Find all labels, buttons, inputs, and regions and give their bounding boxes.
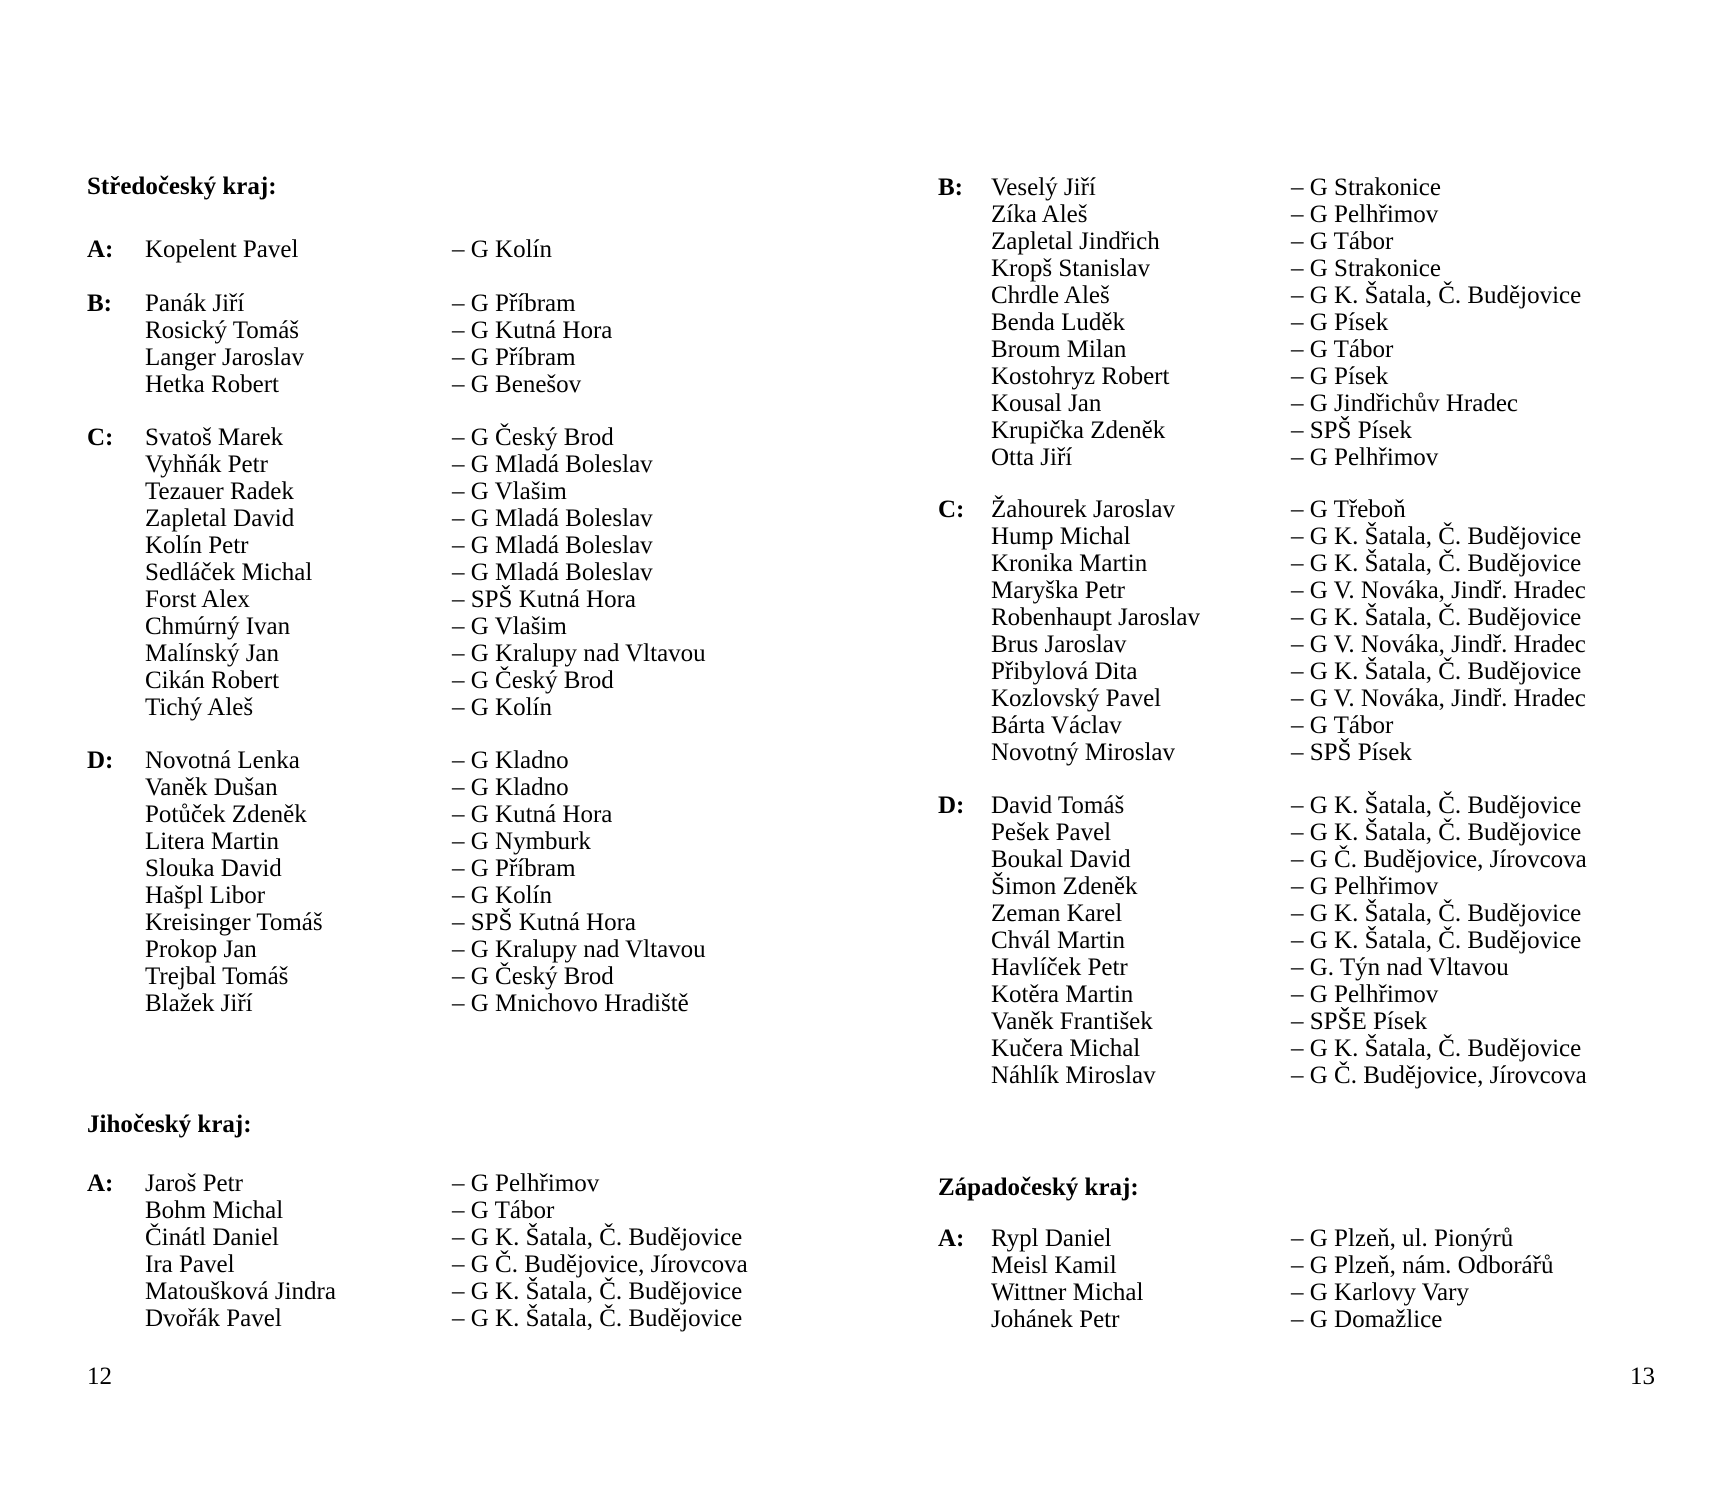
school-name: – G Tábor	[452, 1197, 555, 1224]
school-name: – SPŠ Kutná Hora	[452, 909, 637, 936]
school-name: – G Domažlice	[1291, 1306, 1443, 1333]
student-name: Zíka Aleš	[991, 201, 1088, 228]
student-name: Kronika Martin	[991, 550, 1148, 577]
student-name: Kotěra Martin	[991, 981, 1134, 1008]
student-name: Kostohryz Robert	[991, 363, 1170, 390]
school-name: – G Tábor	[1291, 228, 1394, 255]
student-name: Hetka Robert	[145, 371, 279, 398]
school-name: – G V. Nováka, Jindř. Hradec	[1291, 631, 1586, 658]
school-name: – G K. Šatala, Č. Budějovice	[1291, 792, 1582, 819]
school-name: – G V. Nováka, Jindř. Hradec	[1291, 577, 1586, 604]
school-name: – G Č. Budějovice, Jírovcova	[452, 1251, 748, 1278]
school-name: – G K. Šatala, Č. Budějovice	[452, 1305, 743, 1332]
student-name: Wittner Michal	[991, 1279, 1144, 1306]
school-name: – G K. Šatala, Č. Budějovice	[1291, 1035, 1582, 1062]
region-heading: Středočeský kraj:	[87, 173, 277, 200]
student-name: Blažek Jiří	[145, 990, 253, 1017]
student-name: Meisl Kamil	[991, 1252, 1117, 1279]
student-name: Přibylová Dita	[991, 658, 1138, 685]
school-name: – G Český Brod	[452, 667, 614, 694]
category-label: B:	[87, 290, 112, 317]
student-name: Zapletal Jindřich	[991, 228, 1160, 255]
student-name: Hump Michal	[991, 523, 1131, 550]
school-name: – SPŠ Písek	[1291, 417, 1412, 444]
school-name: – G Pelhřimov	[1291, 873, 1439, 900]
school-name: – G Mladá Boleslav	[452, 505, 653, 532]
student-name: Novotný Miroslav	[991, 739, 1176, 766]
school-name: – G Jindřichův Hradec	[1291, 390, 1519, 417]
category-label: C:	[87, 424, 114, 451]
school-name: – G Příbram	[452, 855, 576, 882]
student-name: Kopelent Pavel	[145, 236, 299, 263]
school-name: – G Příbram	[452, 290, 576, 317]
school-name: – G Č. Budějovice, Jírovcova	[1291, 846, 1587, 873]
school-name: – G V. Nováka, Jindř. Hradec	[1291, 685, 1586, 712]
student-name: Kreisinger Tomáš	[145, 909, 323, 936]
student-name: Šimon Zdeněk	[991, 873, 1138, 900]
school-name: – G Mladá Boleslav	[452, 451, 653, 478]
category-label: D:	[938, 792, 965, 819]
page-number: 13	[1630, 1363, 1655, 1390]
school-name: – G Kolín	[452, 694, 552, 721]
student-name: Vyhňák Petr	[145, 451, 268, 478]
student-name: Náhlík Miroslav	[991, 1062, 1156, 1089]
student-name: Sedláček Michal	[145, 559, 313, 586]
school-name: – G Český Brod	[452, 963, 614, 990]
school-name: – G Tábor	[1291, 712, 1394, 739]
student-name: Veselý Jiří	[991, 174, 1096, 201]
student-name: Havlíček Petr	[991, 954, 1128, 981]
school-name: – G Pelhřimov	[1291, 444, 1439, 471]
student-name: Novotná Lenka	[145, 747, 300, 774]
student-name: Tezauer Radek	[145, 478, 294, 505]
school-name: – G K. Šatala, Č. Budějovice	[1291, 819, 1582, 846]
student-name: Robenhaupt Jaroslav	[991, 604, 1200, 631]
student-name: Kolín Petr	[145, 532, 249, 559]
student-name: Boukal David	[991, 846, 1131, 873]
student-name: Litera Martin	[145, 828, 279, 855]
student-name: Chmúrný Ivan	[145, 613, 291, 640]
student-name: Kousal Jan	[991, 390, 1102, 417]
student-name: Činátl Daniel	[145, 1224, 279, 1251]
student-name: David Tomáš	[991, 792, 1125, 819]
school-name: – G Mladá Boleslav	[452, 559, 653, 586]
school-name: – G Pelhřimov	[1291, 981, 1439, 1008]
student-name: Hašpl Libor	[145, 882, 266, 909]
school-name: – G Nymburk	[452, 828, 591, 855]
school-name: – SPŠ Kutná Hora	[452, 586, 637, 613]
school-name: – G Plzeň, ul. Pionýrů	[1291, 1225, 1514, 1252]
student-name: Zeman Karel	[991, 900, 1123, 927]
school-name: – G Plzeň, nám. Odborářů	[1291, 1252, 1554, 1279]
category-label: D:	[87, 747, 114, 774]
student-name: Slouka David	[145, 855, 282, 882]
student-name: Tichý Aleš	[145, 694, 254, 721]
school-name: – G Mladá Boleslav	[452, 532, 653, 559]
school-name: – G Český Brod	[452, 424, 614, 451]
student-name: Potůček Zdeněk	[145, 801, 307, 828]
student-name: Krupička Zdeněk	[991, 417, 1166, 444]
category-label: A:	[87, 236, 114, 263]
student-name: Vaněk František	[991, 1008, 1153, 1035]
school-name: – G K. Šatala, Č. Budějovice	[1291, 658, 1582, 685]
student-name: Pešek Pavel	[991, 819, 1112, 846]
school-name: – G Vlašim	[452, 478, 567, 505]
student-name: Bohm Michal	[145, 1197, 284, 1224]
student-name: Rypl Daniel	[991, 1225, 1112, 1252]
school-name: – G Pelhřimov	[1291, 201, 1439, 228]
student-name: Chrdle Aleš	[991, 282, 1110, 309]
school-name: – G K. Šatala, Č. Budějovice	[452, 1224, 743, 1251]
student-name: Ira Pavel	[145, 1251, 235, 1278]
school-name: – G Vlašim	[452, 613, 567, 640]
category-label: A:	[938, 1225, 965, 1252]
student-name: Brus Jaroslav	[991, 631, 1127, 658]
school-name: – G Kutná Hora	[452, 317, 613, 344]
school-name: – G Benešov	[452, 371, 582, 398]
school-name: – G Kolín	[452, 236, 552, 263]
school-name: – G Kladno	[452, 747, 569, 774]
school-name: – G. Týn nad Vltavou	[1291, 954, 1509, 981]
school-name: – G Kolín	[452, 882, 552, 909]
right-page	[859, 0, 1718, 1500]
student-name: Matoušková Jindra	[145, 1278, 336, 1305]
student-name: Jaroš Petr	[145, 1170, 243, 1197]
school-name: – SPŠE Písek	[1291, 1008, 1428, 1035]
school-name: – G K. Šatala, Č. Budějovice	[452, 1278, 743, 1305]
student-name: Svatoš Marek	[145, 424, 284, 451]
school-name: – G Kralupy nad Vltavou	[452, 936, 706, 963]
school-name: – G K. Šatala, Č. Budějovice	[1291, 282, 1582, 309]
student-name: Kropš Stanislav	[991, 255, 1151, 282]
student-name: Maryška Petr	[991, 577, 1125, 604]
student-name: Prokop Jan	[145, 936, 257, 963]
school-name: – G Č. Budějovice, Jírovcova	[1291, 1062, 1587, 1089]
school-name: – G K. Šatala, Č. Budějovice	[1291, 604, 1582, 631]
school-name: – SPŠ Písek	[1291, 739, 1412, 766]
school-name: – G Kutná Hora	[452, 801, 613, 828]
student-name: Trejbal Tomáš	[145, 963, 289, 990]
student-name: Vaněk Dušan	[145, 774, 278, 801]
page-number: 12	[87, 1363, 112, 1390]
category-label: A:	[87, 1170, 114, 1197]
school-name: – G Písek	[1291, 309, 1389, 336]
region-heading: Jihočeský kraj:	[87, 1111, 252, 1138]
school-name: – G Příbram	[452, 344, 576, 371]
school-name: – G Pelhřimov	[452, 1170, 600, 1197]
school-name: – G K. Šatala, Č. Budějovice	[1291, 550, 1582, 577]
student-name: Benda Luděk	[991, 309, 1125, 336]
student-name: Chvál Martin	[991, 927, 1126, 954]
school-name: – G K. Šatala, Č. Budějovice	[1291, 900, 1582, 927]
school-name: – G Písek	[1291, 363, 1389, 390]
category-label: C:	[938, 496, 965, 523]
school-name: – G Strakonice	[1291, 174, 1441, 201]
school-name: – G Třeboň	[1291, 496, 1406, 523]
student-name: Kozlovský Pavel	[991, 685, 1162, 712]
student-name: Rosický Tomáš	[145, 317, 300, 344]
student-name: Dvořák Pavel	[145, 1305, 282, 1332]
student-name: Kučera Michal	[991, 1035, 1141, 1062]
student-name: Žahourek Jaroslav	[991, 496, 1175, 523]
student-name: Zapletal David	[145, 505, 295, 532]
student-name: Panák Jiří	[145, 290, 245, 317]
region-heading: Západočeský kraj:	[938, 1174, 1139, 1201]
student-name: Otta Jiří	[991, 444, 1073, 471]
school-name: – G Strakonice	[1291, 255, 1441, 282]
student-name: Johánek Petr	[991, 1306, 1120, 1333]
school-name: – G Kladno	[452, 774, 569, 801]
student-name: Bárta Václav	[991, 712, 1122, 739]
student-name: Broum Milan	[991, 336, 1127, 363]
school-name: – G K. Šatala, Č. Budějovice	[1291, 927, 1582, 954]
student-name: Langer Jaroslav	[145, 344, 304, 371]
school-name: – G Karlovy Vary	[1291, 1279, 1469, 1306]
school-name: – G Kralupy nad Vltavou	[452, 640, 706, 667]
category-label: B:	[938, 174, 963, 201]
student-name: Malínský Jan	[145, 640, 280, 667]
school-name: – G Mnichovo Hradiště	[452, 990, 689, 1017]
school-name: – G K. Šatala, Č. Budějovice	[1291, 523, 1582, 550]
student-name: Forst Alex	[145, 586, 250, 613]
student-name: Cikán Robert	[145, 667, 280, 694]
school-name: – G Tábor	[1291, 336, 1394, 363]
